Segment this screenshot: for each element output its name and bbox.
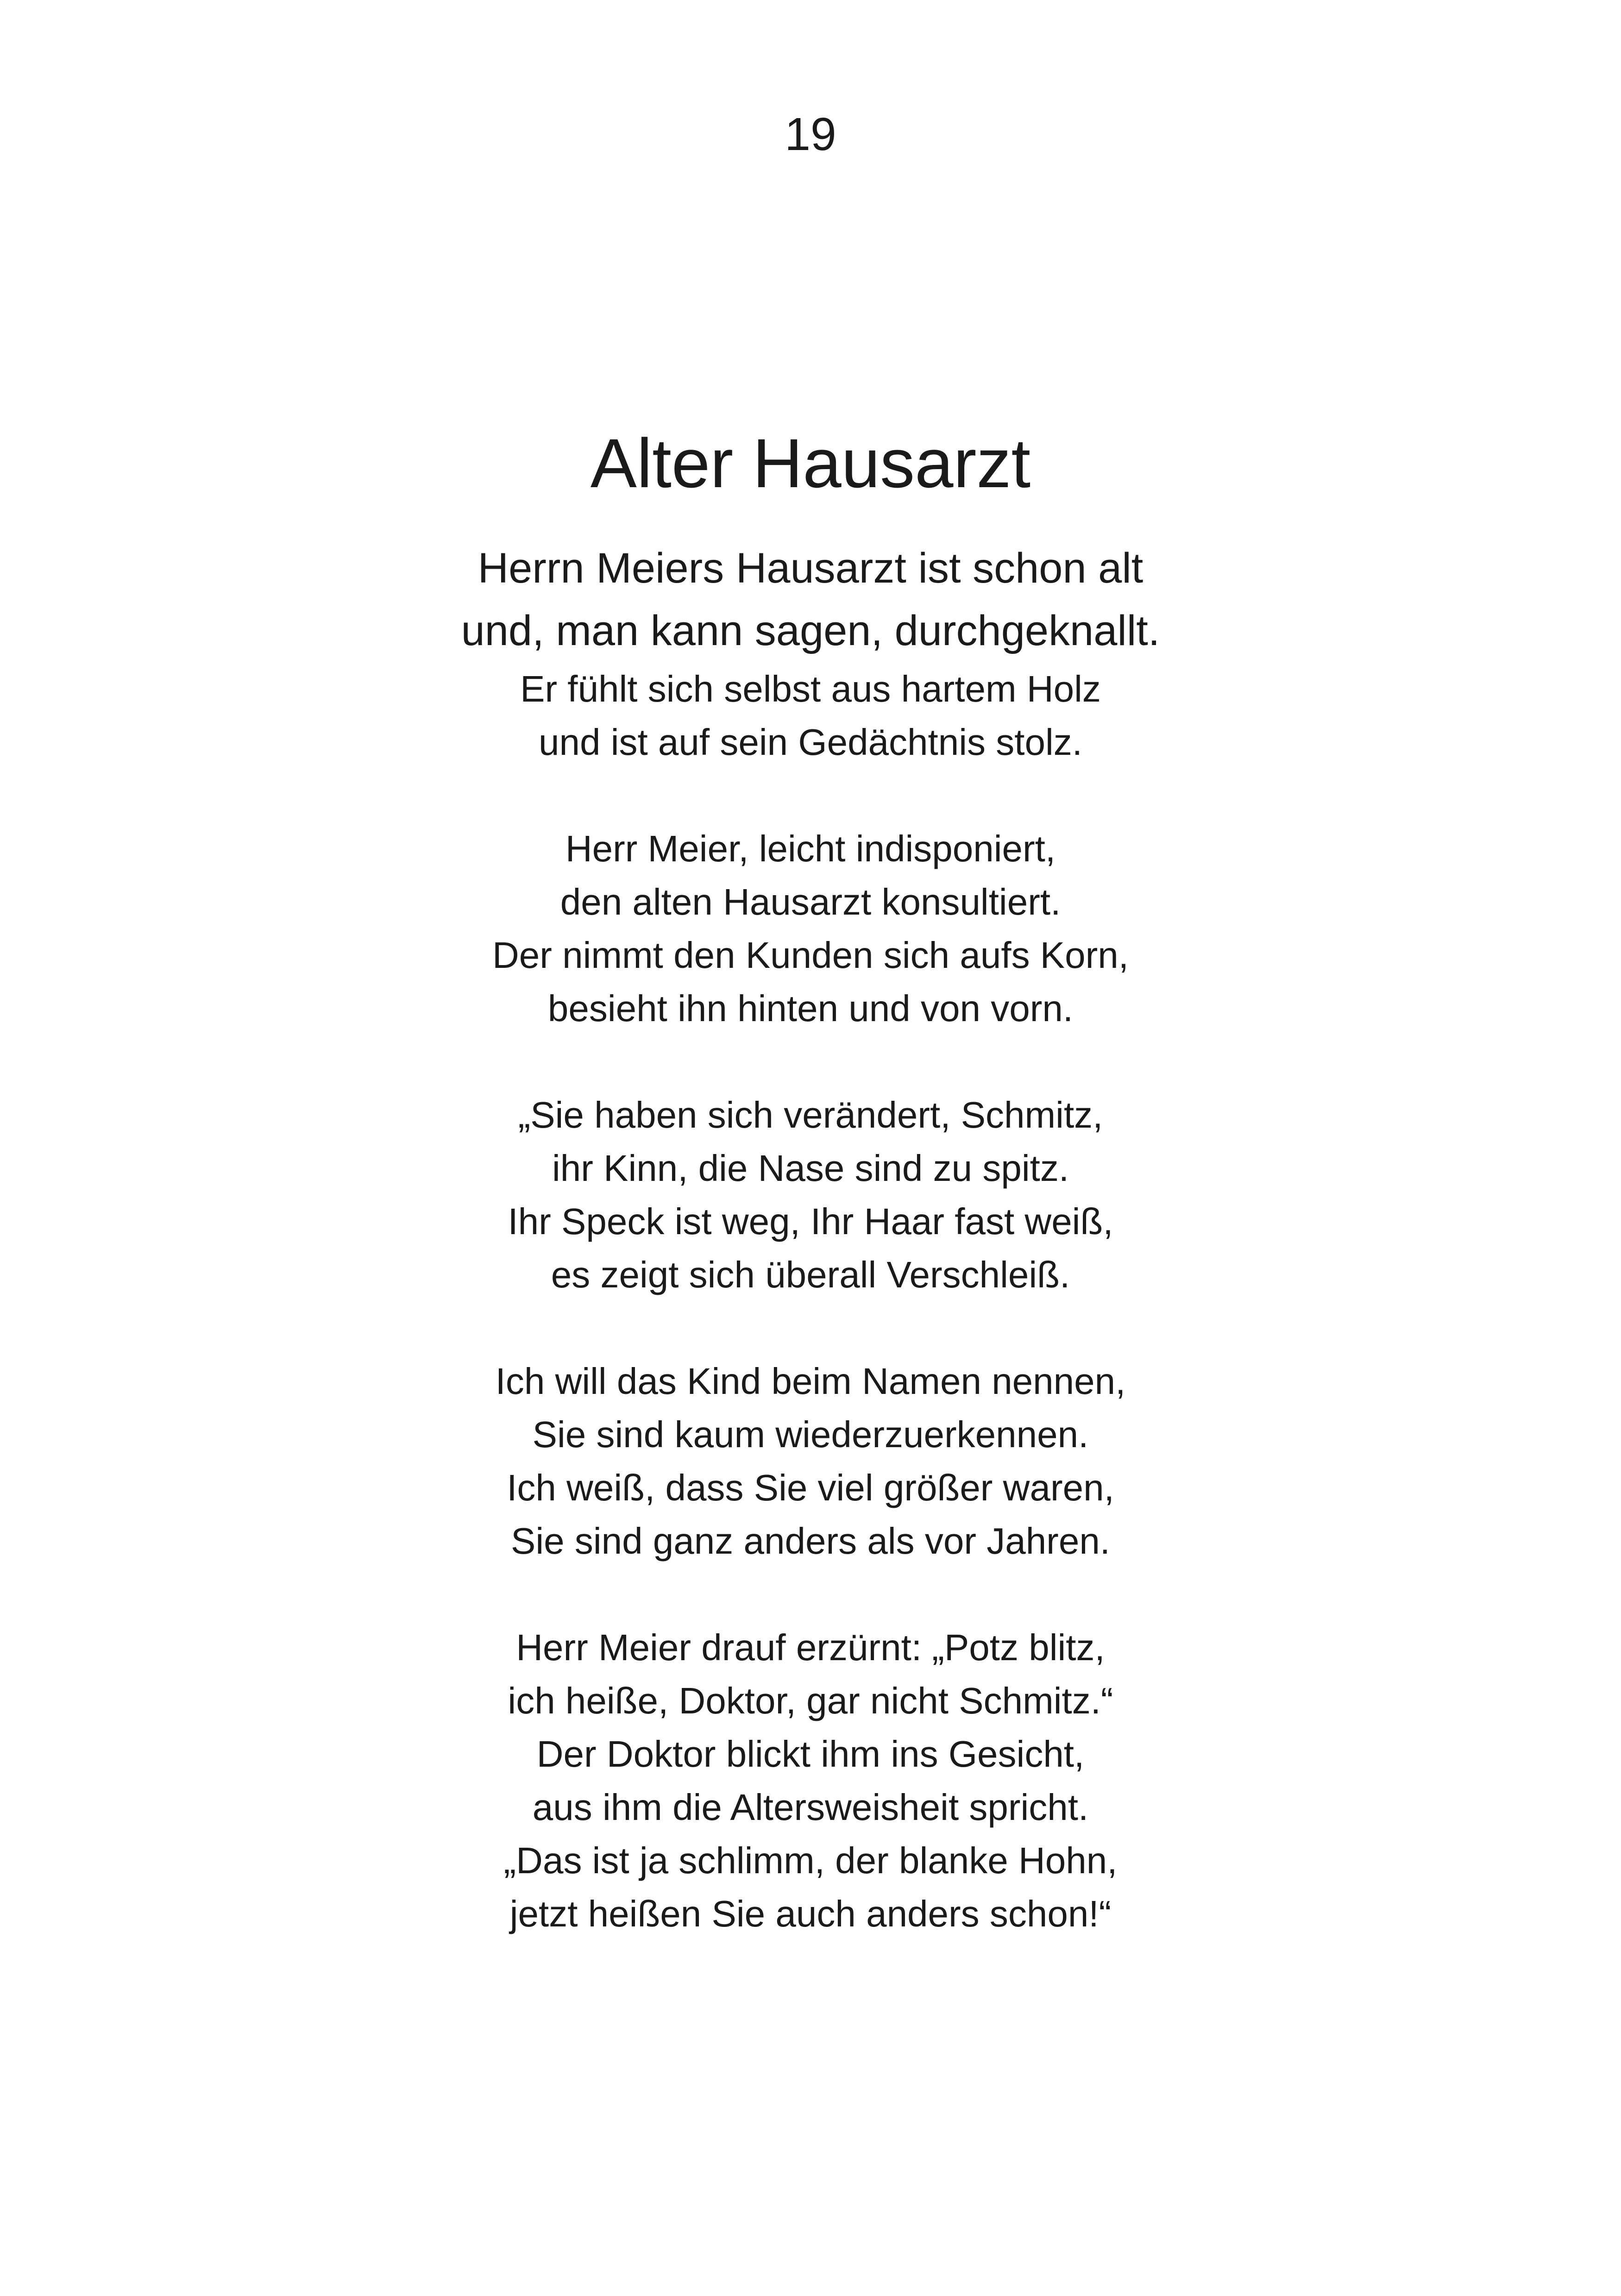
poem-line: Ich weiß, dass Sie viel größer waren, — [507, 1467, 1114, 1508]
poem-line: Der nimmt den Kunden sich aufs Korn, — [492, 935, 1129, 976]
poem-line: „Das ist ja schlimm, der blanke Hohn, — [503, 1840, 1118, 1881]
poem-line: ich heiße, Doktor, gar nicht Schmitz.“ — [508, 1680, 1113, 1721]
poem-line: jetzt heißen Sie auch anders schon!“ — [509, 1893, 1112, 1934]
poem-line: den alten Hausarzt konsultiert. — [560, 881, 1061, 922]
stanza-4 — [0, 1355, 1621, 1568]
poem-line: besieht ihn hinten und von vorn. — [547, 988, 1074, 1029]
poem-line: aus ihm die Altersweisheit spricht. — [532, 1787, 1089, 1828]
poem-line: und, man kann sagen, durchgeknallt. — [461, 607, 1160, 654]
poem-line: und ist auf sein Gedächtnis stolz. — [539, 721, 1082, 763]
stanza-spacer — [0, 769, 1621, 822]
stanza-1 — [0, 537, 1621, 769]
poem-line: Sie sind kaum wiederzuerkennen. — [532, 1414, 1089, 1455]
stanza-2 — [0, 822, 1621, 1035]
poem-body — [0, 537, 1621, 1940]
stanza-spacer — [0, 1035, 1621, 1088]
poem-line: Herrn Meiers Hausarzt ist schon alt — [478, 545, 1143, 592]
stanza-spacer — [0, 1301, 1621, 1355]
poem-line: Ich will das Kind beim Namen nennen, — [495, 1361, 1126, 1402]
poem-line: Er fühlt sich selbst aus hartem Holz — [520, 668, 1101, 709]
poem-line: „Sie haben sich verändert, Schmitz, — [518, 1094, 1103, 1135]
poem-title: Alter Hausarzt — [590, 424, 1031, 502]
poem-line: ihr Kinn, die Nase sind zu spitz. — [552, 1148, 1069, 1189]
poem-line: Herr Meier, leicht indisponiert, — [565, 828, 1056, 869]
stanza-5 — [0, 1621, 1621, 1940]
poem-line: Sie sind ganz anders als vor Jahren. — [510, 1520, 1111, 1562]
poem-line: Herr Meier drauf erzürnt: „Potz blitz, — [516, 1627, 1105, 1668]
page-number: 19 — [785, 108, 836, 160]
stanza-3 — [0, 1088, 1621, 1301]
poem-line: es zeigt sich überall Verschleiß. — [551, 1254, 1070, 1295]
poem-line: Ihr Speck ist weg, Ihr Haar fast weiß, — [508, 1201, 1113, 1242]
poem-line: Der Doktor blickt ihm ins Gesicht, — [536, 1733, 1085, 1775]
stanza-spacer — [0, 1568, 1621, 1621]
